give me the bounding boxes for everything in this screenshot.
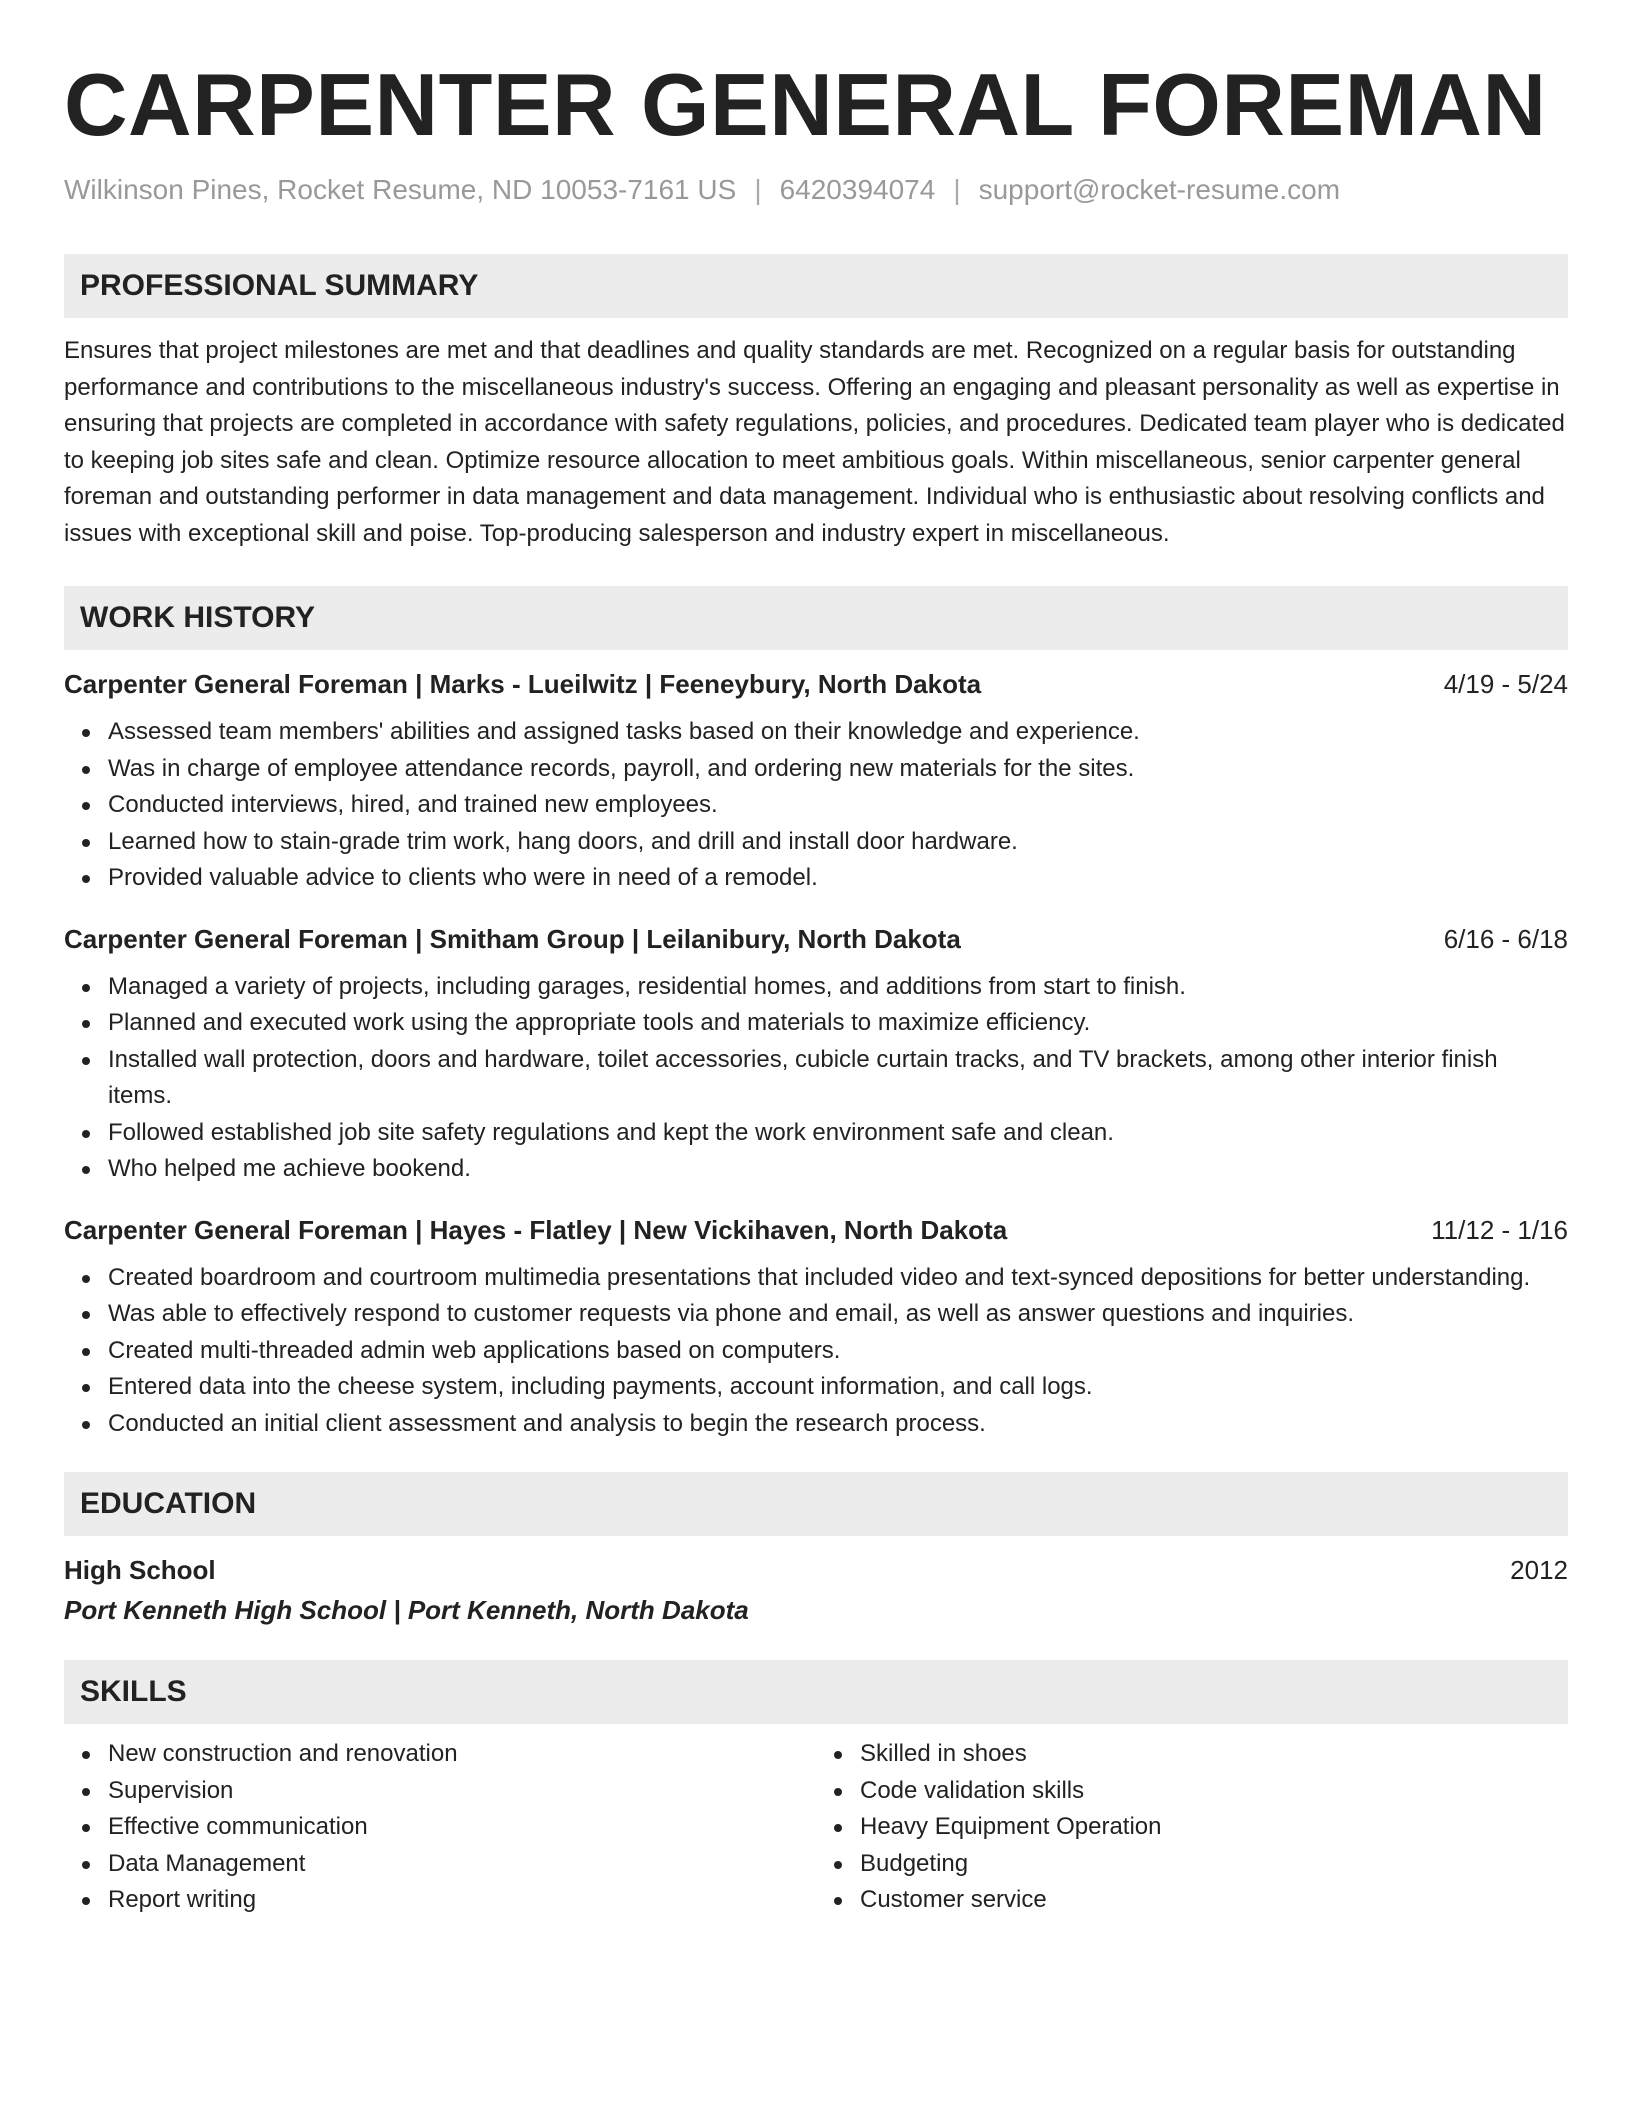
education-year: 2012 [1510, 1555, 1568, 1585]
job-title: Carpenter General Foreman | Smitham Group | Leilanibury, North Dakota [64, 923, 961, 954]
contact-address: Wilkinson Pines, Rocket Resume, ND 10053-7161 US [64, 174, 737, 205]
candidate-name: CARPENTER GENERAL FOREMAN [64, 55, 1547, 154]
list-item: Conducted interviews, hired, and trained new employees. [108, 787, 1568, 824]
job-entry [64, 1210, 1568, 1443]
list-item: Heavy Equipment Operation [860, 1809, 1568, 1846]
list-item: Followed established job site safety regulations and kept the work environment safe and clean. [108, 1115, 1568, 1152]
contact-email: support@rocket-resume.com [978, 174, 1341, 205]
job-header [64, 664, 1568, 704]
skills-list-left [64, 1736, 816, 1919]
list-item: Managed a variety of projects, including garages, residential homes, and additions from start to finish. [108, 969, 1568, 1006]
job-header [64, 1210, 1568, 1250]
list-item: Effective communication [108, 1809, 816, 1846]
education-school: Port Kenneth High School | Port Kenneth, North Dakota [64, 1595, 749, 1625]
job-title: Carpenter General Foreman | Hayes - Flatley | New Vickihaven, North Dakota [64, 1214, 1008, 1245]
list-item: New construction and renovation [108, 1736, 816, 1773]
list-item: Who helped me achieve bookend. [108, 1151, 1568, 1188]
job-dates: 11/12 - 1/16 [1431, 1214, 1568, 1245]
contact-line [64, 170, 1568, 210]
work-history-section [64, 586, 1568, 1442]
list-item: Report writing [108, 1882, 816, 1919]
contact-separator: | [754, 174, 762, 205]
list-item: Entered data into the cheese system, including payments, account information, and call logs. [108, 1369, 1568, 1406]
work-history-heading: WORK HISTORY [64, 586, 1568, 650]
list-item: Conducted an initial client assessment and analysis to begin the research process. [108, 1406, 1568, 1443]
job-bullets [64, 714, 1568, 897]
contact-separator: | [953, 174, 961, 205]
list-item: Installed wall protection, doors and hardware, toilet accessories, cubicle curtain tracks, and TV brackets, among other interior finish items. [108, 1042, 1568, 1115]
job-dates: 4/19 - 5/24 [1443, 669, 1568, 699]
list-item: Created boardroom and courtroom multimedia presentations that included video and text-synced depositions for better understanding. [108, 1260, 1568, 1297]
skills-section [64, 1660, 1568, 1919]
summary-section [64, 254, 1568, 552]
list-item: Created multi-threaded admin web applications based on computers. [108, 1333, 1568, 1370]
skills-list-right [816, 1736, 1568, 1919]
job-header [64, 919, 1568, 959]
list-item: Assessed team members' abilities and assigned tasks based on their knowledge and experience. [108, 714, 1568, 751]
job-title: Carpenter General Foreman | Marks - Lueilwitz | Feeneybury, North Dakota [64, 669, 982, 699]
job-entry [64, 664, 1568, 897]
list-item: Learned how to stain-grade trim work, hang doors, and drill and install door hardware. [108, 824, 1568, 861]
skills-heading: SKILLS [64, 1660, 1568, 1724]
education-heading: EDUCATION [64, 1472, 1568, 1536]
list-item: Skilled in shoes [860, 1736, 1568, 1773]
list-item: Code validation skills [860, 1773, 1568, 1810]
list-item: Budgeting [860, 1846, 1568, 1883]
list-item: Data Management [108, 1846, 816, 1883]
job-bullets [64, 1260, 1568, 1443]
education-section [64, 1472, 1568, 1630]
list-item: Planned and executed work using the appropriate tools and materials to maximize efficiency. [108, 1005, 1568, 1042]
education-degree: High School [64, 1555, 216, 1585]
summary-text: Ensures that project milestones are met and that deadlines and quality standards are met. Recognized on a regular basis for outstanding performance and contributions to the miscellaneous industry's success. Offering an engaging and pleasant personality as well as expertise in ensuring that projects are completed in accordance with safety regulations, policies, and procedures. Dedicated team player who is dedicated to keeping job sites safe and clean. Optimize resource allocation to meet ambitious goals. Within miscellaneous, senior carpenter general foreman and outstanding performer in data management and data management. Individual who is enthusiastic about resolving conflicts and issues with exceptional skill and poise. Top-producing salesperson and industry expert in miscellaneous. [64, 337, 1565, 547]
list-item: Provided valuable advice to clients who were in need of a remodel. [108, 860, 1568, 897]
list-item: Supervision [108, 1773, 816, 1810]
job-bullets [64, 969, 1568, 1188]
list-item: Customer service [860, 1882, 1568, 1919]
skills-grid [64, 1724, 1568, 1919]
education-header [64, 1550, 1568, 1590]
contact-phone: 6420394074 [779, 174, 936, 205]
summary-heading: PROFESSIONAL SUMMARY [64, 254, 1568, 318]
list-item: Was able to effectively respond to customer requests via phone and email, as well as answer questions and inquiries. [108, 1296, 1568, 1333]
list-item: Was in charge of employee attendance records, payroll, and ordering new materials for the sites. [108, 751, 1568, 788]
job-dates: 6/16 - 6/18 [1443, 923, 1568, 954]
job-entry [64, 919, 1568, 1188]
